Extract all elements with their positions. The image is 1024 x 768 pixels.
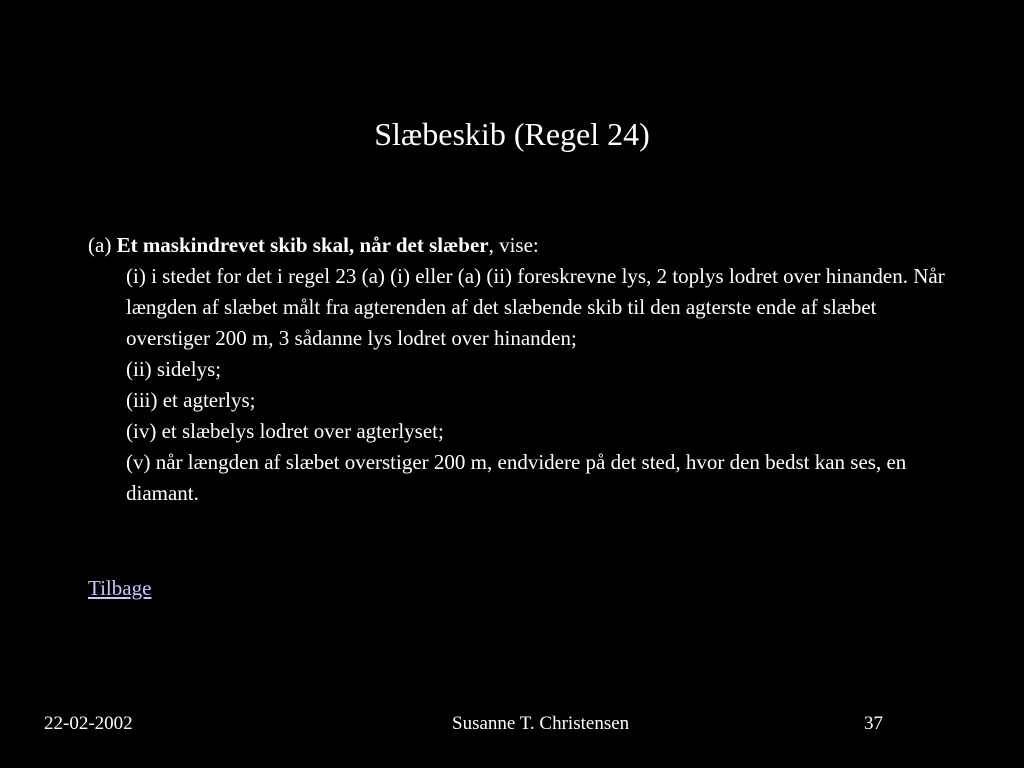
sub-item-v: (v) når længden af slæbet overstiger 200 m, endvidere på det sted, hvor den bedst kan ses, en diamant. — [126, 450, 907, 505]
sub-item-list — [126, 261, 948, 509]
sub-item-i: (i) i stedet for det i regel 23 (a) (i) eller (a) (ii) foreskrevne lys, 2 toplys lodret over hinanden. Når længden af slæbet målt fra agterenden af det slæbende skib til den agterste ende af slæbet overstiger 200 m, 3 sådanne lys lodret over hinanden; — [126, 264, 945, 350]
footer-author: Susanne T. Christensen — [452, 713, 630, 734]
paragraph-a — [88, 230, 948, 261]
footer-date: 22-02-2002 — [44, 713, 133, 734]
paragraph-a-bold: Et maskindrevet skib skal, når det slæber — [116, 233, 489, 257]
paragraph-a-suffix: , vise: — [488, 233, 539, 257]
slide-title: Slæbeskib (Regel 24) — [374, 116, 650, 152]
back-link[interactable]: Tilbage — [88, 576, 152, 600]
paragraph-a-prefix: (a) — [88, 233, 117, 257]
sub-item-iv: (iv) et slæbelys lodret over agterlyset; — [126, 419, 444, 443]
sub-item-ii: (ii) sidelys; — [126, 357, 222, 381]
footer-page-number: 37 — [864, 713, 883, 734]
sub-item-iii: (iii) et agterlys; — [126, 388, 256, 412]
rule-text — [88, 230, 948, 509]
